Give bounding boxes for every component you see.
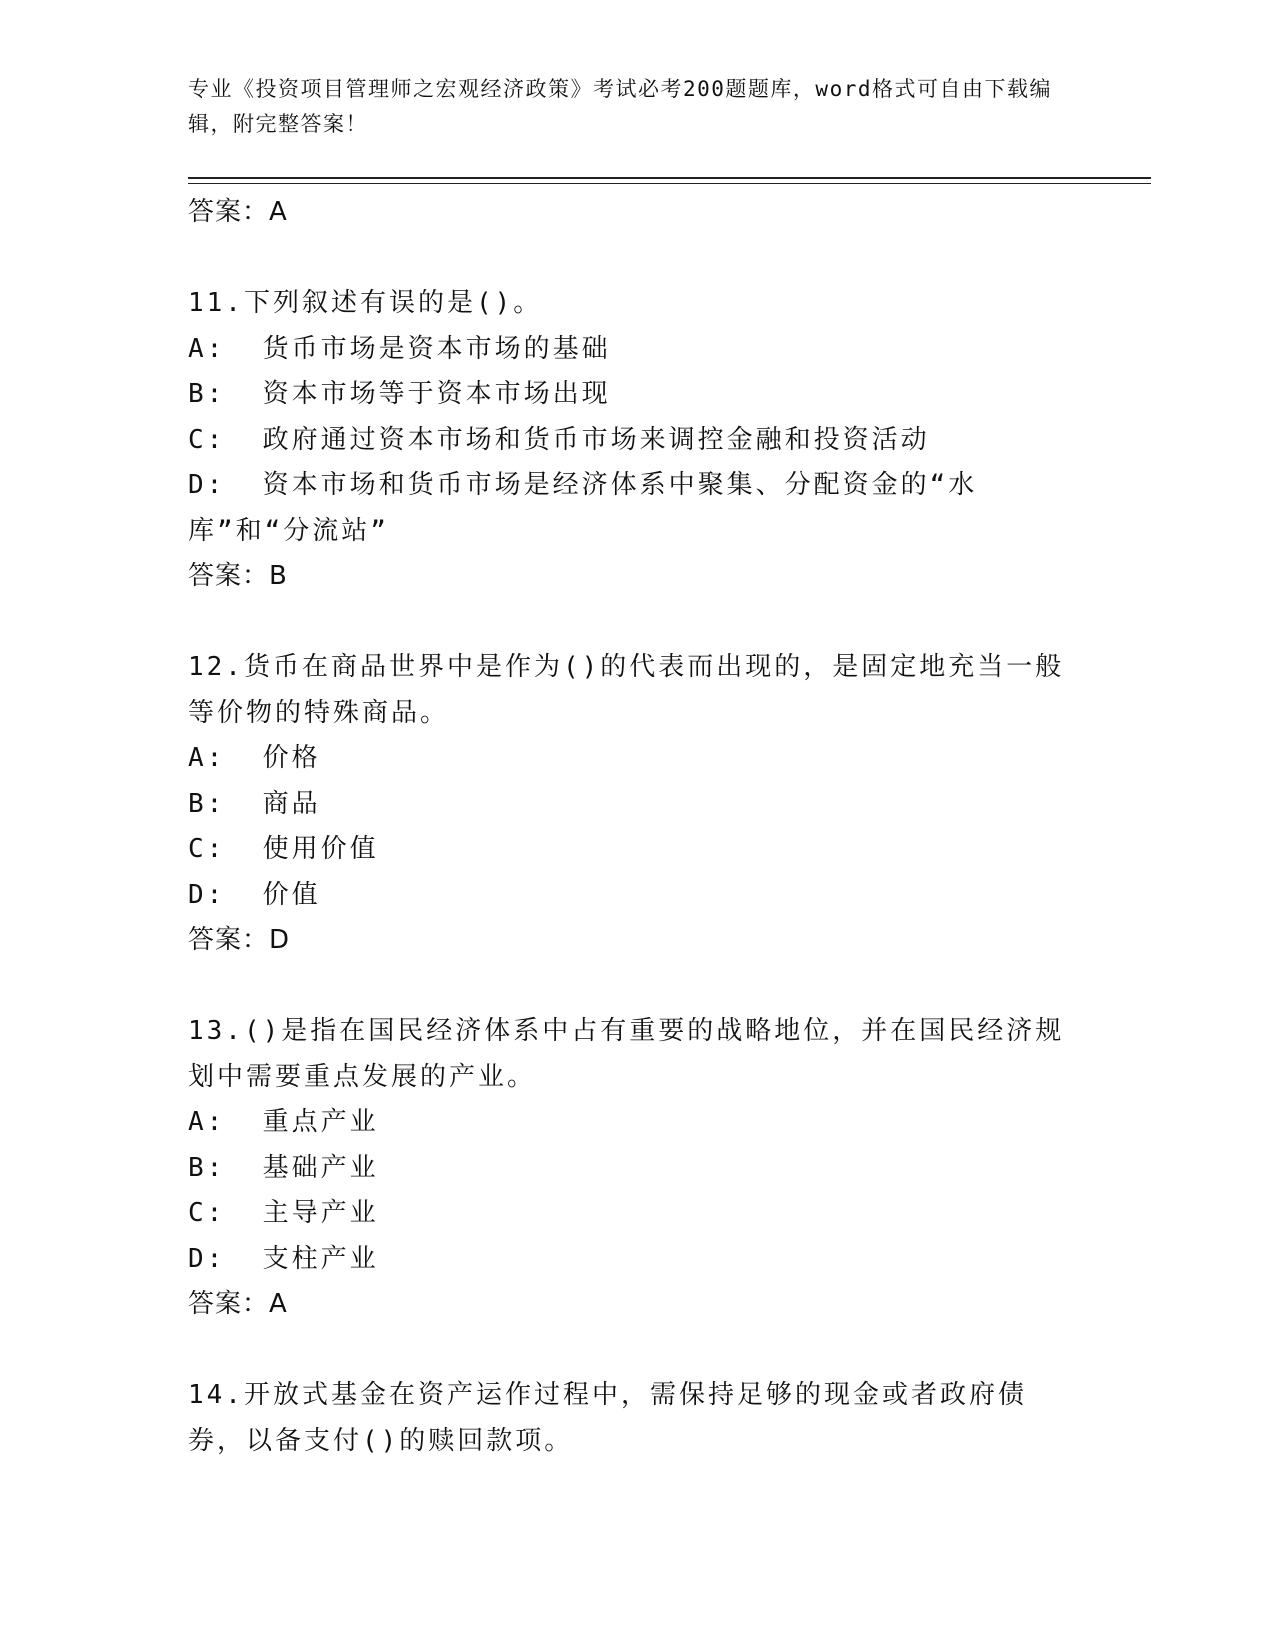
previous-answer: 答案：A: [188, 197, 288, 227]
option-a: A: 重点产业: [188, 1107, 379, 1137]
header-rule-thick: [188, 177, 1151, 179]
header-rule-thin: [188, 183, 1151, 184]
question-13: [188, 1009, 1078, 1328]
option-d: D: 资本市场和货币市场是经济体系中聚集、分配资金的“水库”和“分流站”: [188, 470, 978, 546]
question-12: [188, 645, 1078, 964]
option-c: C: 政府通过资本市场和货币市场来调控金融和投资活动: [188, 424, 930, 455]
question-stem: 11.下列叙述有误的是()。: [188, 288, 543, 318]
option-c: C: 使用价值: [188, 834, 379, 864]
answer: 答案：B: [188, 561, 288, 591]
question-stem: 13.()是指在国民经济体系中占有重要的战略地位，并在国民经济规划中需要重点发展的产业。: [188, 1016, 1065, 1092]
option-b: B: 资本市场等于资本市场出现: [188, 379, 611, 409]
spacer: [188, 1328, 1078, 1374]
question-11: [188, 281, 1078, 600]
option-d: D: 价值: [188, 879, 321, 910]
answer: 答案：D: [188, 925, 291, 955]
answer: 答案：A: [188, 1289, 288, 1319]
option-b: B: 基础产业: [188, 1152, 379, 1183]
document-header: 专业《投资项目管理师之宏观经济政策》考试必考200题题库，word格式可自由下载编辑，附完整答案！: [188, 77, 1052, 136]
spacer: [188, 600, 1078, 646]
option-d: D: 支柱产业: [188, 1243, 379, 1274]
option-b: B: 商品: [188, 788, 321, 819]
question-stem: 14.开放式基金在资产运作过程中，需保持足够的现金或者政府债券，以备支付()的赎回款项。: [188, 1380, 1027, 1456]
spacer: [188, 964, 1078, 1010]
option-a: A: 价格: [188, 743, 321, 773]
question-14: [188, 1373, 1078, 1464]
option-c: C: 主导产业: [188, 1198, 379, 1228]
spacer: [188, 236, 1078, 282]
question-list: [188, 190, 1078, 1464]
question-stem: 12.货币在商品世界中是作为()的代表而出现的，是固定地充当一般等价物的特殊商品。: [188, 652, 1065, 728]
option-a: A: 货币市场是资本市场的基础: [188, 333, 611, 364]
